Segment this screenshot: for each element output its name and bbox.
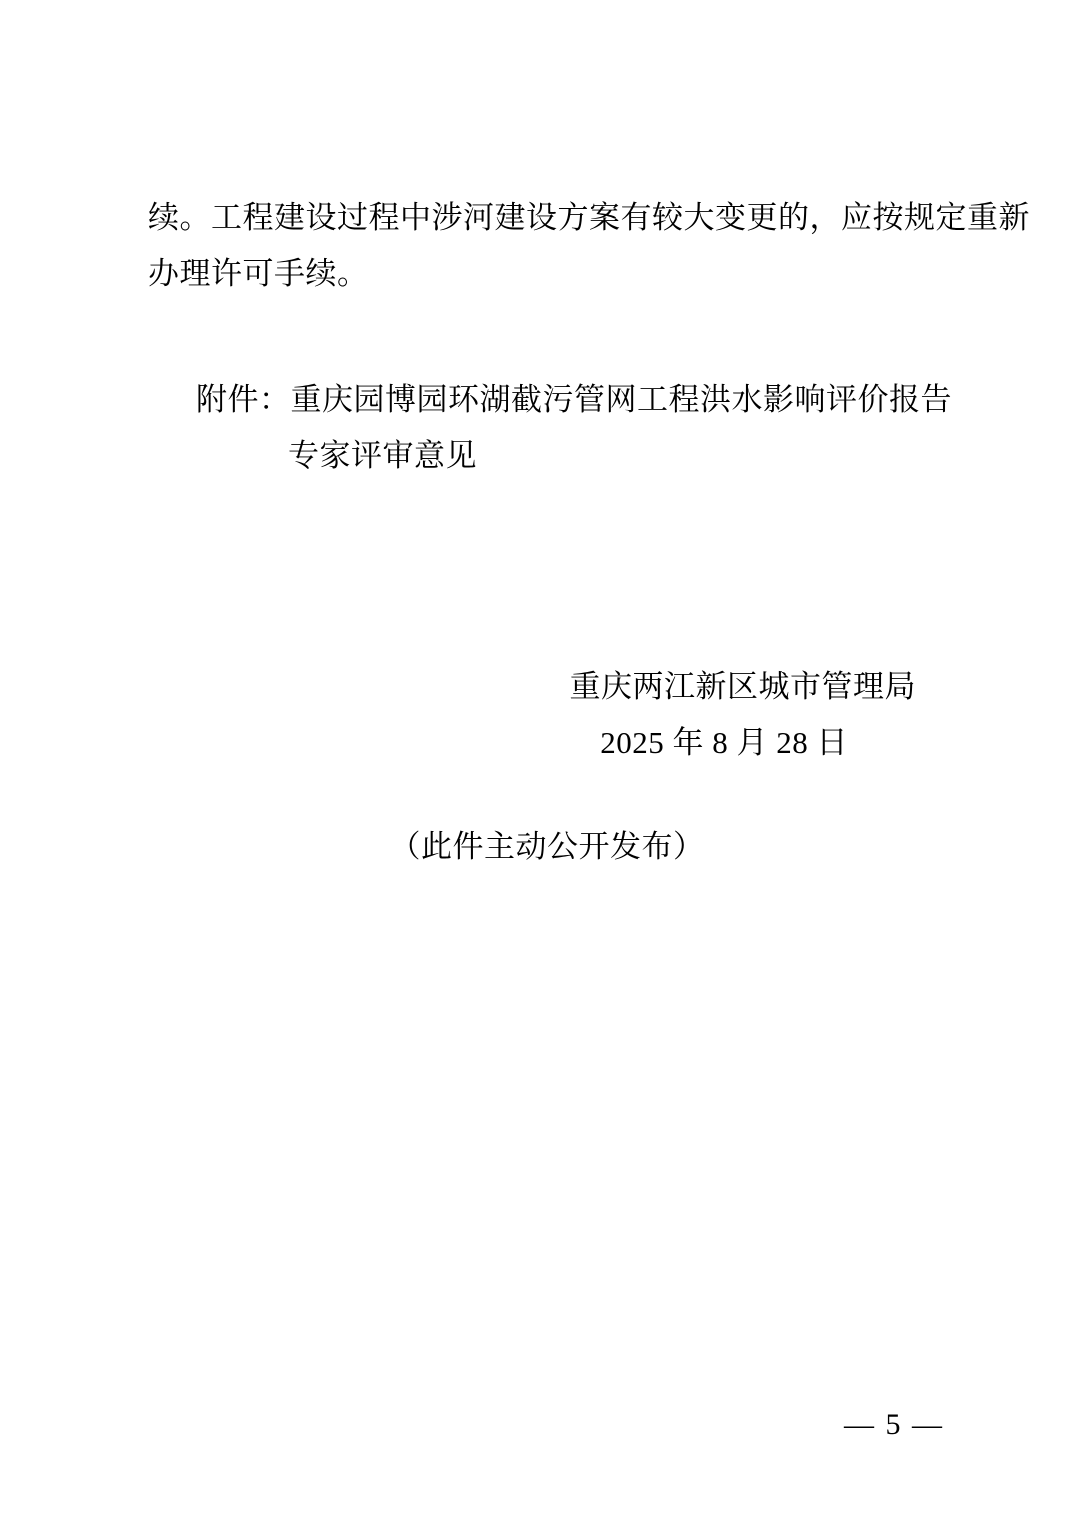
attachment-section bbox=[148, 372, 952, 484]
attachment-line-2: 专家评审意见 bbox=[288, 438, 477, 473]
page-number: — 5 — bbox=[844, 1408, 944, 1441]
publish-note: （此件主动公开发布） bbox=[389, 829, 705, 864]
body-paragraph-line-2: 办理许可手续。 bbox=[148, 256, 369, 291]
attachment-line-1: 附件：重庆园博园环湖截污管网工程洪水影响评价报告 bbox=[196, 382, 952, 417]
signature-organization: 重庆两江新区城市管理局 bbox=[569, 669, 916, 704]
body-paragraph-line-1: 续。工程建设过程中涉河建设方案有较大变更的，应按规定重新 bbox=[148, 200, 1030, 235]
signature-date: 2025 年 8 月 28 日 bbox=[600, 725, 848, 760]
document-content bbox=[148, 0, 1030, 875]
body-paragraph bbox=[148, 0, 1030, 302]
signature-section bbox=[148, 659, 938, 771]
